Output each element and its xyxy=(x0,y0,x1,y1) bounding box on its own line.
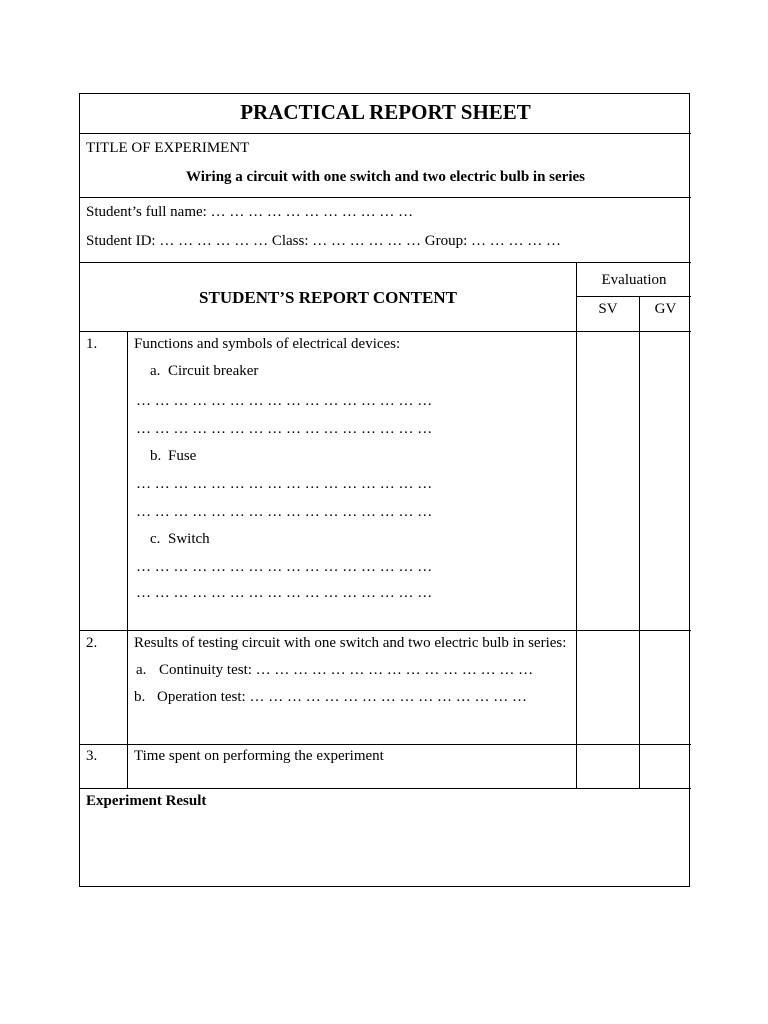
section-number: 3. xyxy=(86,748,98,764)
gv-header-cell xyxy=(640,297,691,332)
content-header-cell xyxy=(80,263,577,332)
item-marker: a. xyxy=(150,363,161,379)
title-cell xyxy=(80,94,691,134)
section-3-content-cell xyxy=(128,745,577,789)
answer-line[interactable]: … … … … … … … … … … … … … … … … xyxy=(136,393,433,409)
item-marker: b. xyxy=(150,448,162,464)
section-heading: Time spent on performing the experiment xyxy=(134,748,384,764)
section-3-number-cell xyxy=(80,745,128,789)
experiment-cell xyxy=(80,134,691,198)
gv-score-cell[interactable] xyxy=(640,631,691,745)
experiment-label: TITLE OF EXPERIMENT xyxy=(86,140,250,156)
student-info-cell xyxy=(80,198,691,263)
section-heading: Results of testing circuit with one switch and two electric bulb in series: xyxy=(134,635,567,651)
student-id-line[interactable]: Student ID: … … … … … … Class: … … … … … … Group: … … … … … xyxy=(86,233,561,249)
section-heading: Functions and symbols of electrical devices: xyxy=(134,336,401,352)
item-label-fuse: Fuse xyxy=(168,448,197,464)
sv-score-cell[interactable] xyxy=(577,332,640,631)
item-label-circuit-breaker: Circuit breaker xyxy=(168,363,259,379)
section-1-content-cell xyxy=(128,332,577,631)
section-number: 2. xyxy=(86,635,98,651)
report-sheet xyxy=(79,93,690,887)
gv-label: GV xyxy=(654,301,677,317)
experiment-result-label: Experiment Result xyxy=(86,793,207,809)
section-2-content-cell xyxy=(128,631,577,745)
item-marker: c. xyxy=(150,531,161,547)
content-header: STUDENT’S REPORT CONTENT xyxy=(199,288,457,307)
section-2-number-cell xyxy=(80,631,128,745)
sv-score-cell[interactable] xyxy=(577,631,640,745)
experiment-name: Wiring a circuit with one switch and two electric bulb in series xyxy=(185,169,585,185)
item-marker: b. xyxy=(134,689,146,705)
answer-line[interactable]: … … … … … … … … … … … … … … … … xyxy=(136,559,433,575)
answer-line[interactable]: … … … … … … … … … … … … … … … … xyxy=(136,476,433,492)
student-name-line[interactable]: Student’s full name: … … … … … … … … … … … xyxy=(86,204,414,220)
sv-label: SV xyxy=(598,301,618,317)
answer-line[interactable]: … … … … … … … … … … … … … … … … xyxy=(136,421,433,437)
gv-score-cell[interactable] xyxy=(640,332,691,631)
answer-line[interactable]: … … … … … … … … … … … … … … … … xyxy=(136,504,433,520)
section-1-number-cell xyxy=(80,332,128,631)
experiment-result-cell[interactable] xyxy=(80,789,691,888)
evaluation-label: Evaluation xyxy=(601,272,667,288)
operation-test-line[interactable]: Operation test: … … … … … … … … … … … … … … … xyxy=(157,689,527,705)
sv-score-cell[interactable] xyxy=(577,745,640,789)
evaluation-header-cell xyxy=(577,263,691,297)
page-title: PRACTICAL REPORT SHEET xyxy=(240,100,531,124)
sv-header-cell xyxy=(577,297,640,332)
answer-line[interactable]: … … … … … … … … … … … … … … … … xyxy=(136,585,433,601)
item-marker: a. xyxy=(136,662,147,678)
item-label-switch: Switch xyxy=(168,531,210,547)
continuity-test-line[interactable]: Continuity test: … … … … … … … … … … … … … … … xyxy=(159,662,534,678)
section-number: 1. xyxy=(86,336,98,352)
gv-score-cell[interactable] xyxy=(640,745,691,789)
